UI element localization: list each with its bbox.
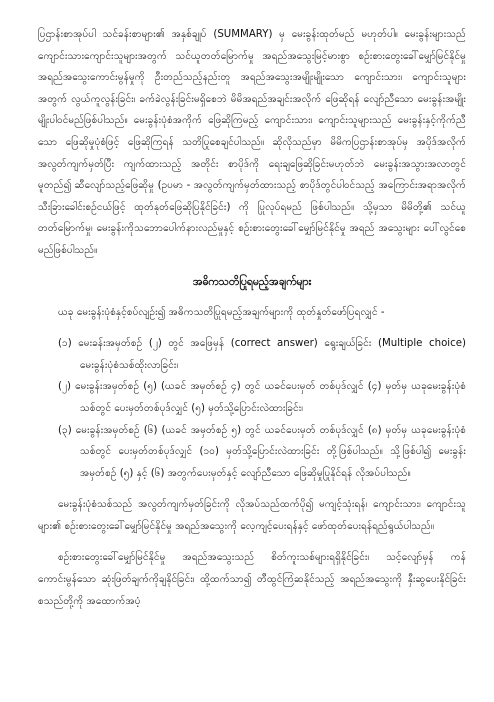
list-item: [58, 420, 466, 485]
spacer: [38, 537, 466, 547]
section-heading: အဓိကသတိပြုရမည့်အချက်များ: [192, 275, 312, 288]
numbered-list: [38, 333, 466, 484]
spacer: [38, 292, 466, 302]
list-item: [58, 333, 466, 376]
list-item-number: (၂): [58, 381, 71, 393]
spacer: [38, 323, 466, 333]
spacer: [38, 484, 466, 494]
list-item-text: မေးခန်းအမှတ်စဉ် (၂) တွင် အဖြေမှန် (correct answer) ရွေးချယ်ခြင်း (Multiple choice) မေးခွန်းပုံစံသစ်ထိုးလာခြင်း၊: [78, 338, 466, 371]
list-item-text: မေးခွန်းအမှတ်စဉ် (၅) (ယခင် အမှတ်စဉ် ၄) တွင် ယခင်ပေးမှတ် တစ်ပုဒ်လျှင် (၄) မှတ်မှ ယခုမေးခွန်းပုံစံသစ်တွင် ပေးမှတ်တစ်ပုဒ်လျှင် (၅) မှတ်သို့ပြောင်းလဲထားခြင်း၊: [75, 381, 466, 414]
list-item-number: (၁): [58, 338, 72, 350]
lead-in-paragraph: ယခု မေးခွန်းပုံစံနှင့်စပ်လျဉ်း၍ အဓိကသတိပြုရမည့်အချက်များကို ထုတ်နှုတ်ဖော်ပြရလျှင် -: [58, 306, 385, 318]
list-item: [58, 376, 466, 419]
list-item-text: မေးခွန်းအမှတ်စဉ် (၆) (ယခင် အမှတ်စဉ် ၅) တွင် ယခင်ပေးမှတ် တစ်ပုဒ်လျှင် (၈) မှတ်မှ ယခုမေးခွန်းပုံစံသစ်တွင် ပေးမှတ်တစ်ပုဒ်လျှင် (၁၀) မှတ်သို့ပြောင်းလဲထားခြင်း တို့ဖြစ်ပါသည်။ သို့ဖြစ်ပါ၍ မေးခွန်းအမှတ်စဉ် (၅) နှင့် (၆) အတွက်ပေးမှတ်နှင့် လျော်ညီသော ဖြေဆိုမှုပြုနိုင်ရန် လိုအပ်ပါသည်။: [75, 424, 466, 479]
body-paragraph-2: မေးခွန်းပုံစံသစ်သည် အလွတ်ကျက်မှတ်ခြင်းကို လိုအပ်သည်ထက်ပို၍ မကျင့်သုံးရန်၊ ကျောင်းသား၊ ကျောင်းသူများ၏ စဉ်းစားတွေးခေါ်မျှော်မြင်နိုင်မှု အရည်အသွေးကို လေ့ကျင့်ပေးရန်နှင့် ဖော်ထုတ်ပေးရန်ရည်ရွယ်ပါသည်။: [38, 499, 466, 532]
list-item-number: (၃): [58, 424, 72, 436]
body-paragraph-3: စဉ်းစားတွေးခေါ်မျှော်မြင်နိုင်မှု အရည်အသွေးသည် စိတ်ကူးသစ်များရရှိနိုင်ခြင်း၊ သင့်လျော်မှန် ကန်ကောင်းမွန်သော ဆုံးဖြတ်ချက်ကိုချနိုင်ခြင်း၊ ထို့ထက်သာ၍ တီထွင်ကြံဆနိုင်သည့် အရည်အသွေးကို နှီးဆွပေးနိုင်ခြင်း စသည်တို့ကို အထောက်အပံ့: [38, 552, 466, 607]
spacer: [38, 262, 466, 272]
intro-paragraph: ပြဌာန်းစာအုပ်ပါ သင်ခန်းစာများ၏ အနှစ်ချုပ် (SUMMARY) မှ မေးခွန်းထုတ်မည် မဟုတ်ပါ။ မေးခွန်းများသည် ကျောင်းသားကျောင်းသူများအတွက် သင်ယူတတ်မြောက်မှု အရည်အသွေးမြင့်မားစွာ စဉ်းစားတွေးခေါ်မျှော်မြင်နိုင်မှု အရည်အသွေးကောင်းမွန်မှုကို ဦးတည်သည့်နည်းတူ အရည်အသွေးအမျိုးမျိုးသော ကျောင်းသား၊ ကျောင်းသူများအတွက် လွယ်ကူလွန်းခြင်း၊ ခက်ခဲလွန်းခြင်းမရှိစေဘဲ မိမိအရည်အချင်းအလိုက် ဖြေဆိုရန် လျော်ညီသော မေးခွန်းအမျိုးမျိုးပါဝင်မည်ဖြစ်ပါသည်။ မေးခွန်းပုံစံအကိုက် ဖြေဆိုကြမည့် ကျောင်းသား၊ ကျောင်းသူများသည် မေးခွန်းနှင့်ကိုက်ညီသော ဖြေဆိုမှုပုံစံဖြင့် ဖြေဆိုကြရန် သတိပြုစေချင်ပါသည်။ ဆိုလိုသည်မှာ မိမိကပြဌာန်းစာအုပ်မှ အပိုဒ်အလိုက် အလွတ်ကျက်မှတ်ပြီး ကျက်ထားသည့် အတိုင်း စာပိုဒ်ကို ရေးချဖြေဆိုခြင်းမဟုတ်ဘဲ မေးခွန်းအသွားအလာတွင် မူတည်၍ ဆီလျော်သည့်ဖြေဆိုမှု (ဥပမာ - အလွတ်ကျက်မှတ်ထားသည့် စာပိုဒ်တွင်ပါဝင်သည့် အကြောင်းအရာအလိုက် သီးခြားခေါင်းစဉ်ငယ်ဖြင့် ထုတ်နုတ်ဖြေဆိုပြနိုင်ခြင်း) ကို ပြုလုပ်ရမည် ဖြစ်ပါသည်။ သို့မှသာ မိမိတို့၏ သင်ယူတတ်မြောက်မှု၊ မေးခွန်းကိုသဘောပေါက်နားလည်မှုနှင့် စဉ်းစားတွေးခေါ်မျှော်မြင်နိုင်မှု အရည် အသွေးများ ပေါ်လွင်စေမည်ဖြစ်ပါသည်။: [38, 29, 466, 256]
